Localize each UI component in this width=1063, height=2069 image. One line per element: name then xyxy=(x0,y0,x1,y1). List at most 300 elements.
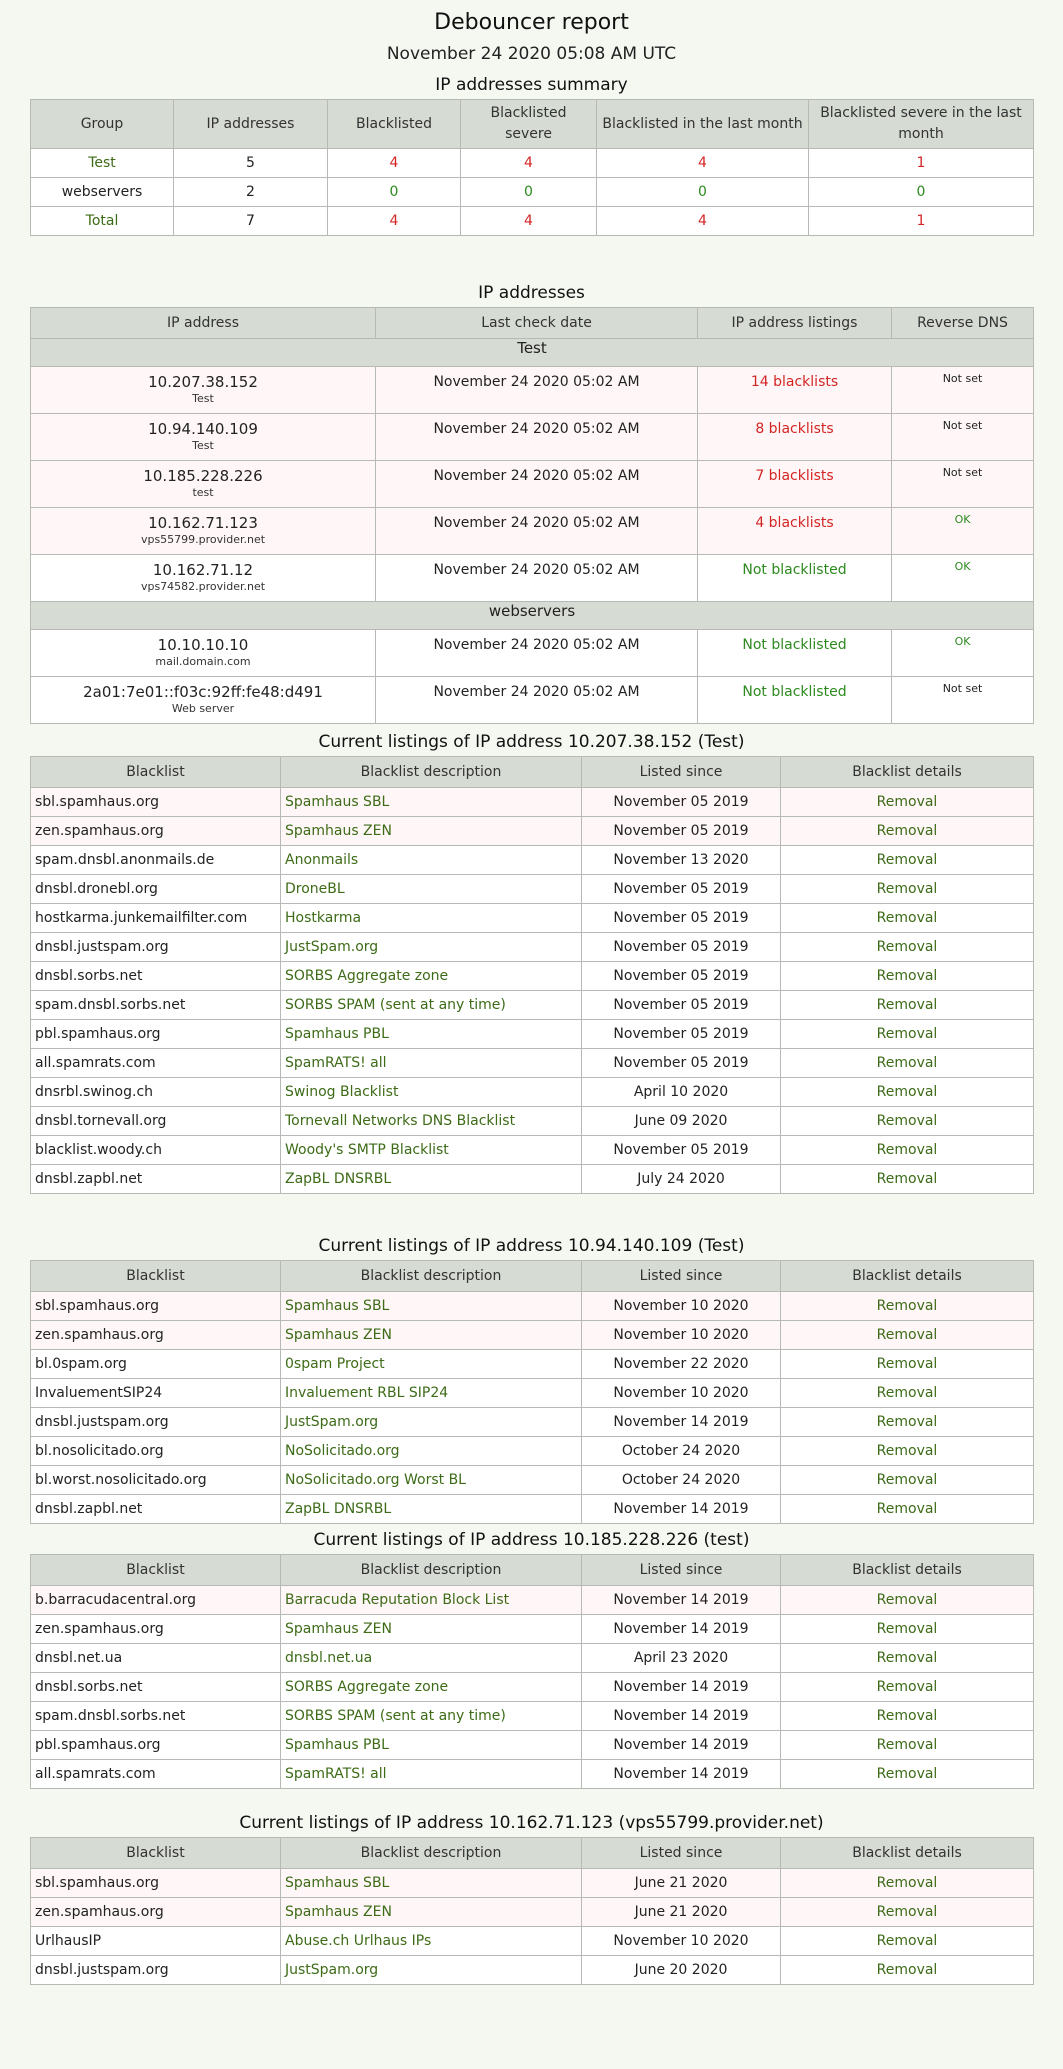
blacklist-description-link[interactable]: NoSolicitado.org xyxy=(281,1437,582,1466)
blacklist-description-link[interactable]: SORBS SPAM (sent at any time) xyxy=(281,991,582,1020)
summary-row xyxy=(31,149,1034,178)
summary-title: IP addresses summary xyxy=(435,75,628,95)
blacklist-description-link[interactable]: Spamhaus PBL xyxy=(281,1020,582,1049)
ip-row xyxy=(31,414,1034,461)
listings-cell[interactable] xyxy=(698,367,892,414)
blacklist-description-link[interactable]: Abuse.ch Urlhaus IPs xyxy=(281,1927,582,1956)
blacklist-description-link[interactable]: Hostkarma xyxy=(281,904,582,933)
listing-row xyxy=(31,1731,1034,1760)
blacklist-description-link[interactable]: JustSpam.org xyxy=(281,933,582,962)
check-date-cell xyxy=(376,630,698,677)
blacklist-name: bl.0spam.org xyxy=(31,1350,281,1379)
listings-status: Not blacklisted xyxy=(742,684,847,700)
blacklist-name: UrlhausIP xyxy=(31,1927,281,1956)
listed-since: November 05 2019 xyxy=(582,1136,781,1165)
removal-link[interactable]: Removal xyxy=(781,1437,1034,1466)
blacklist-description-link[interactable]: SpamRATS! all xyxy=(281,1049,582,1078)
last-check-date: November 24 2020 05:02 AM xyxy=(433,515,640,531)
listed-since: June 09 2020 xyxy=(582,1107,781,1136)
removal-link[interactable]: Removal xyxy=(781,1466,1034,1495)
ip-row xyxy=(31,367,1034,414)
listings-cell[interactable] xyxy=(698,461,892,508)
listed-since: October 24 2020 xyxy=(582,1437,781,1466)
listed-since: November 14 2019 xyxy=(582,1731,781,1760)
listings-header-blacklist: Blacklist xyxy=(31,757,281,788)
ip-description: mail.domain.com xyxy=(155,655,251,668)
removal-link[interactable]: Removal xyxy=(781,1321,1034,1350)
listed-since: November 10 2020 xyxy=(582,1379,781,1408)
listing-row xyxy=(31,1615,1034,1644)
listed-since: June 21 2020 xyxy=(582,1869,781,1898)
listing-row xyxy=(31,1165,1034,1194)
ips-header-rdns: Reverse DNS xyxy=(892,308,1034,339)
blacklist-name: dnsbl.justspam.org xyxy=(31,933,281,962)
removal-link[interactable]: Removal xyxy=(781,1927,1034,1956)
listings-header-details: Blacklist details xyxy=(781,1261,1034,1292)
blacklist-description-link[interactable]: Spamhaus SBL xyxy=(281,788,582,817)
listed-since: November 14 2019 xyxy=(582,1495,781,1524)
listing-row xyxy=(31,1292,1034,1321)
blacklist-name: zen.spamhaus.org xyxy=(31,1615,281,1644)
ip-description: vps74582.provider.net xyxy=(140,580,266,593)
rdns-cell xyxy=(892,367,1034,414)
summary-group-link[interactable]: webservers xyxy=(31,178,174,207)
removal-link[interactable]: Removal xyxy=(781,1020,1034,1049)
blacklist-description-link[interactable]: Spamhaus SBL xyxy=(281,1869,582,1898)
listing-row xyxy=(31,1760,1034,1789)
removal-link[interactable]: Removal xyxy=(781,1049,1034,1078)
summary-row-total xyxy=(31,207,1034,236)
removal-link[interactable]: Removal xyxy=(781,788,1034,817)
removal-link[interactable]: Removal xyxy=(781,1898,1034,1927)
ip-row xyxy=(31,677,1034,724)
listed-since: November 13 2020 xyxy=(582,846,781,875)
blacklist-name: zen.spamhaus.org xyxy=(31,817,281,846)
removal-link[interactable]: Removal xyxy=(781,1165,1034,1194)
summary-severe-month: 1 xyxy=(809,149,1034,178)
ip-address: 10.162.71.12 xyxy=(152,561,254,579)
blacklist-name: b.barracudacentral.org xyxy=(31,1586,281,1615)
blacklist-description-link[interactable]: Tornevall Networks DNS Blacklist xyxy=(281,1107,582,1136)
blacklist-description-link[interactable]: SORBS Aggregate zone xyxy=(281,1673,582,1702)
summary-month: 4 xyxy=(597,207,809,236)
listings-link[interactable]: 8 blacklists xyxy=(755,421,834,437)
listed-since: November 05 2019 xyxy=(582,875,781,904)
listings-table xyxy=(30,756,1034,1194)
ip-address: 10.94.140.109 xyxy=(148,420,258,438)
blacklist-description-link[interactable]: Spamhaus ZEN xyxy=(281,1321,582,1350)
blacklist-name: sbl.spamhaus.org xyxy=(31,1869,281,1898)
ip-row xyxy=(31,555,1034,602)
ip-row xyxy=(31,630,1034,677)
listings-status: Not blacklisted xyxy=(742,637,847,653)
check-date-cell xyxy=(376,508,698,555)
listings-header-listed-since: Listed since xyxy=(582,1838,781,1869)
report-title: Debouncer report xyxy=(434,10,629,35)
listing-row xyxy=(31,1049,1034,1078)
listings-title: Current listings of IP address 10.94.140.109 (Test) xyxy=(318,1236,745,1256)
listings-link[interactable]: 14 blacklists xyxy=(750,374,839,390)
last-check-date: November 24 2020 05:02 AM xyxy=(433,421,640,437)
removal-link[interactable]: Removal xyxy=(781,1615,1034,1644)
rdns-cell xyxy=(892,677,1034,724)
listings-cell xyxy=(698,677,892,724)
summary-header-severe-month: Blacklisted severe in the last month xyxy=(809,100,1034,149)
listing-row xyxy=(31,1956,1034,1985)
listed-since: November 05 2019 xyxy=(582,1049,781,1078)
ip-cell xyxy=(31,367,376,414)
removal-link[interactable]: Removal xyxy=(781,1586,1034,1615)
check-date-cell xyxy=(376,414,698,461)
removal-link[interactable]: Removal xyxy=(781,1760,1034,1789)
reverse-dns-status: OK xyxy=(954,635,971,648)
listing-row xyxy=(31,875,1034,904)
listed-since: April 23 2020 xyxy=(582,1644,781,1673)
listed-since: November 14 2019 xyxy=(582,1673,781,1702)
check-date-cell xyxy=(376,555,698,602)
listings-header-listed-since: Listed since xyxy=(582,1261,781,1292)
check-date-cell xyxy=(376,677,698,724)
listings-table xyxy=(30,1837,1034,1985)
listings-title: Current listings of IP address 10.162.71.123 (vps55799.provider.net) xyxy=(239,1813,824,1833)
blacklist-name: dnsrbl.swinog.ch xyxy=(31,1078,281,1107)
blacklist-name: dnsbl.dronebl.org xyxy=(31,875,281,904)
blacklist-name: all.spamrats.com xyxy=(31,1049,281,1078)
blacklist-name: dnsbl.zapbl.net xyxy=(31,1495,281,1524)
listing-row xyxy=(31,1673,1034,1702)
blacklist-description-link[interactable]: NoSolicitado.org Worst BL xyxy=(281,1466,582,1495)
listed-since: November 10 2020 xyxy=(582,1321,781,1350)
blacklist-description-link[interactable]: Anonmails xyxy=(281,846,582,875)
summary-header-blacklisted: Blacklisted xyxy=(328,100,461,149)
listings-header-listed-since: Listed since xyxy=(582,757,781,788)
reverse-dns-status: Not set xyxy=(942,419,983,432)
ips-header-listings: IP address listings xyxy=(698,308,892,339)
listing-row xyxy=(31,1898,1034,1927)
summary-ip-count: 2 xyxy=(174,178,328,207)
last-check-date: November 24 2020 05:02 AM xyxy=(433,637,640,653)
blacklist-name: pbl.spamhaus.org xyxy=(31,1020,281,1049)
group-row xyxy=(31,339,1034,367)
listing-row xyxy=(31,1466,1034,1495)
removal-link[interactable]: Removal xyxy=(781,1673,1034,1702)
ip-description: Web server xyxy=(171,702,235,715)
blacklist-name: pbl.spamhaus.org xyxy=(31,1731,281,1760)
blacklist-description-link[interactable]: Spamhaus ZEN xyxy=(281,817,582,846)
listing-row xyxy=(31,1379,1034,1408)
removal-link[interactable]: Removal xyxy=(781,1869,1034,1898)
listings-link[interactable]: 4 blacklists xyxy=(755,515,834,531)
listings-cell xyxy=(698,555,892,602)
summary-ip-count: 7 xyxy=(174,207,328,236)
blacklist-description-link[interactable]: ZapBL DNSRBL xyxy=(281,1165,582,1194)
ip-address: 10.162.71.123 xyxy=(148,514,258,532)
summary-severe-month: 1 xyxy=(809,207,1034,236)
blacklist-description-link[interactable]: dnsbl.net.ua xyxy=(281,1644,582,1673)
blacklist-description-link[interactable]: JustSpam.org xyxy=(281,1956,582,1985)
summary-blacklisted: 4 xyxy=(328,149,461,178)
summary-table xyxy=(30,99,1034,236)
last-check-date: November 24 2020 05:02 AM xyxy=(433,684,640,700)
ip-addresses-table xyxy=(30,307,1034,724)
blacklist-description-link[interactable]: JustSpam.org xyxy=(281,1408,582,1437)
removal-link[interactable]: Removal xyxy=(781,1350,1034,1379)
blacklist-name: bl.nosolicitado.org xyxy=(31,1437,281,1466)
listings-cell xyxy=(698,630,892,677)
ip-cell xyxy=(31,677,376,724)
blacklist-name: dnsbl.sorbs.net xyxy=(31,1673,281,1702)
blacklist-name: spam.dnsbl.sorbs.net xyxy=(31,991,281,1020)
ips-header-ip: IP address xyxy=(31,308,376,339)
listed-since: November 14 2019 xyxy=(582,1702,781,1731)
blacklist-description-link[interactable]: Invaluement RBL SIP24 xyxy=(281,1379,582,1408)
blacklist-description-link[interactable]: DroneBL xyxy=(281,875,582,904)
listings-header-description: Blacklist description xyxy=(281,1261,582,1292)
removal-link[interactable]: Removal xyxy=(781,1702,1034,1731)
listing-row xyxy=(31,1495,1034,1524)
summary-severe: 4 xyxy=(461,207,597,236)
blacklist-description-link[interactable]: SORBS SPAM (sent at any time) xyxy=(281,1702,582,1731)
removal-link[interactable]: Removal xyxy=(781,1408,1034,1437)
ip-row xyxy=(31,508,1034,555)
removal-link[interactable]: Removal xyxy=(781,1078,1034,1107)
blacklist-name: blacklist.woody.ch xyxy=(31,1136,281,1165)
blacklist-name: hostkarma.junkemailfilter.com xyxy=(31,904,281,933)
blacklist-description-link[interactable]: Spamhaus ZEN xyxy=(281,1615,582,1644)
listing-row xyxy=(31,1702,1034,1731)
blacklist-name: dnsbl.tornevall.org xyxy=(31,1107,281,1136)
summary-blacklisted: 0 xyxy=(328,178,461,207)
listings-header-blacklist: Blacklist xyxy=(31,1555,281,1586)
listings-title: Current listings of IP address 10.207.38.152 (Test) xyxy=(318,732,745,752)
listings-cell[interactable] xyxy=(698,414,892,461)
summary-header-group: Group xyxy=(31,100,174,149)
listed-since: November 05 2019 xyxy=(582,788,781,817)
removal-link[interactable]: Removal xyxy=(781,1136,1034,1165)
rdns-cell xyxy=(892,630,1034,677)
listed-since: April 10 2020 xyxy=(582,1078,781,1107)
blacklist-name: dnsbl.net.ua xyxy=(31,1644,281,1673)
removal-link[interactable]: Removal xyxy=(781,1731,1034,1760)
summary-severe: 0 xyxy=(461,178,597,207)
listed-since: November 22 2020 xyxy=(582,1350,781,1379)
listing-row xyxy=(31,1586,1034,1615)
listed-since: November 14 2019 xyxy=(582,1615,781,1644)
listings-header-details: Blacklist details xyxy=(781,757,1034,788)
check-date-cell xyxy=(376,461,698,508)
listed-since: June 20 2020 xyxy=(582,1956,781,1985)
listing-row xyxy=(31,904,1034,933)
ips-header-date: Last check date xyxy=(376,308,698,339)
summary-header-month: Blacklisted in the last month xyxy=(597,100,809,149)
ip-cell xyxy=(31,508,376,555)
listings-header-description: Blacklist description xyxy=(281,1838,582,1869)
blacklist-name: spam.dnsbl.sorbs.net xyxy=(31,1702,281,1731)
summary-group-link[interactable]: Test xyxy=(31,149,174,178)
listing-row xyxy=(31,962,1034,991)
group-name: webservers xyxy=(31,602,1034,630)
listings-header-blacklist: Blacklist xyxy=(31,1261,281,1292)
listed-since: November 05 2019 xyxy=(582,991,781,1020)
listings-table xyxy=(30,1260,1034,1524)
listed-since: November 05 2019 xyxy=(582,1020,781,1049)
listed-since: November 14 2019 xyxy=(582,1760,781,1789)
blacklist-name: zen.spamhaus.org xyxy=(31,1321,281,1350)
listed-since: October 24 2020 xyxy=(582,1466,781,1495)
summary-month: 0 xyxy=(597,178,809,207)
listing-row xyxy=(31,1644,1034,1673)
blacklist-description-link[interactable]: 0spam Project xyxy=(281,1350,582,1379)
summary-group-link[interactable]: Total xyxy=(31,207,174,236)
blacklist-description-link[interactable]: Spamhaus ZEN xyxy=(281,1898,582,1927)
listing-row xyxy=(31,1321,1034,1350)
removal-link[interactable]: Removal xyxy=(781,1495,1034,1524)
listing-row xyxy=(31,1350,1034,1379)
reverse-dns-status: Not set xyxy=(942,682,983,695)
blacklist-name: dnsbl.sorbs.net xyxy=(31,962,281,991)
blacklist-name: sbl.spamhaus.org xyxy=(31,1292,281,1321)
ip-description: test xyxy=(192,486,214,499)
listings-cell[interactable] xyxy=(698,508,892,555)
listings-status: Not blacklisted xyxy=(742,562,847,578)
last-check-date: November 24 2020 05:02 AM xyxy=(433,562,640,578)
rdns-cell xyxy=(892,461,1034,508)
listing-row xyxy=(31,1927,1034,1956)
report xyxy=(30,0,1033,1985)
ip-address: 10.10.10.10 xyxy=(157,636,249,654)
rdns-cell xyxy=(892,555,1034,602)
listing-row xyxy=(31,1107,1034,1136)
blacklist-description-link[interactable]: SpamRATS! all xyxy=(281,1760,582,1789)
listings-header-description: Blacklist description xyxy=(281,1555,582,1586)
blacklist-description-link[interactable]: ZapBL DNSRBL xyxy=(281,1495,582,1524)
listed-since: November 10 2020 xyxy=(582,1292,781,1321)
listing-row xyxy=(31,1408,1034,1437)
group-name: Test xyxy=(31,339,1034,367)
listing-row xyxy=(31,991,1034,1020)
summary-header-severe: Blacklisted severe xyxy=(461,100,597,149)
ip-cell xyxy=(31,461,376,508)
ip-cell xyxy=(31,414,376,461)
blacklist-name: sbl.spamhaus.org xyxy=(31,788,281,817)
ip-address: 2a01:7e01::f03c:92ff:fe48:d491 xyxy=(83,683,323,701)
listing-row xyxy=(31,846,1034,875)
listed-since: November 05 2019 xyxy=(582,933,781,962)
removal-link[interactable]: Removal xyxy=(781,991,1034,1020)
ip-address: 10.207.38.152 xyxy=(148,373,258,391)
ip-description: Test xyxy=(192,392,214,405)
report-date: November 24 2020 05:08 AM UTC xyxy=(386,44,677,64)
listed-since: July 24 2020 xyxy=(582,1165,781,1194)
summary-ip-count: 5 xyxy=(174,149,328,178)
removal-link[interactable]: Removal xyxy=(781,846,1034,875)
blacklist-name: dnsbl.zapbl.net xyxy=(31,1165,281,1194)
reverse-dns-status: OK xyxy=(954,560,971,573)
listed-since: November 14 2019 xyxy=(582,1586,781,1615)
ip-addresses-title: IP addresses xyxy=(478,283,585,303)
summary-header-ips: IP addresses xyxy=(174,100,328,149)
check-date-cell xyxy=(376,367,698,414)
blacklist-name: spam.dnsbl.anonmails.de xyxy=(31,846,281,875)
listings-header-details: Blacklist details xyxy=(781,1555,1034,1586)
blacklist-name: dnsbl.justspam.org xyxy=(31,1408,281,1437)
blacklist-name: dnsbl.justspam.org xyxy=(31,1956,281,1985)
removal-link[interactable]: Removal xyxy=(781,1956,1034,1985)
ip-description: vps55799.provider.net xyxy=(140,533,266,546)
removal-link[interactable]: Removal xyxy=(781,1379,1034,1408)
reverse-dns-status: OK xyxy=(954,513,971,526)
listing-row xyxy=(31,817,1034,846)
group-row xyxy=(31,602,1034,630)
listing-row xyxy=(31,1078,1034,1107)
listing-row xyxy=(31,1869,1034,1898)
ip-address: 10.185.228.226 xyxy=(143,467,263,485)
listings-title: Current listings of IP address 10.185.228.226 (test) xyxy=(313,1530,750,1550)
blacklist-description-link[interactable]: SORBS Aggregate zone xyxy=(281,962,582,991)
summary-severe-month: 0 xyxy=(809,178,1034,207)
blacklist-description-link[interactable]: Spamhaus SBL xyxy=(281,1292,582,1321)
blacklist-description-link[interactable]: Woody's SMTP Blacklist xyxy=(281,1136,582,1165)
removal-link[interactable]: Removal xyxy=(781,1107,1034,1136)
listings-header-blacklist: Blacklist xyxy=(31,1838,281,1869)
summary-month: 4 xyxy=(597,149,809,178)
listings-header-description: Blacklist description xyxy=(281,757,582,788)
last-check-date: November 24 2020 05:02 AM xyxy=(433,374,640,390)
removal-link[interactable]: Removal xyxy=(781,875,1034,904)
removal-link[interactable]: Removal xyxy=(781,817,1034,846)
rdns-cell xyxy=(892,508,1034,555)
ip-row xyxy=(31,461,1034,508)
listings-header-details: Blacklist details xyxy=(781,1838,1034,1869)
listed-since: November 14 2019 xyxy=(582,1408,781,1437)
summary-blacklisted: 4 xyxy=(328,207,461,236)
listings-table xyxy=(30,1554,1034,1789)
listed-since: November 05 2019 xyxy=(582,904,781,933)
ip-description: Test xyxy=(192,439,214,452)
blacklist-description-link[interactable]: Spamhaus PBL xyxy=(281,1731,582,1760)
removal-link[interactable]: Removal xyxy=(781,933,1034,962)
blacklist-name: InvaluementSIP24 xyxy=(31,1379,281,1408)
listed-since: November 05 2019 xyxy=(582,962,781,991)
rdns-cell xyxy=(892,414,1034,461)
listing-row xyxy=(31,788,1034,817)
reverse-dns-status: Not set xyxy=(942,372,983,385)
listing-row xyxy=(31,1020,1034,1049)
removal-link[interactable]: Removal xyxy=(781,962,1034,991)
listing-row xyxy=(31,933,1034,962)
removal-link[interactable]: Removal xyxy=(781,1292,1034,1321)
blacklist-name: bl.worst.nosolicitado.org xyxy=(31,1466,281,1495)
listed-since: November 10 2020 xyxy=(582,1927,781,1956)
listings-header-listed-since: Listed since xyxy=(582,1555,781,1586)
blacklist-name: zen.spamhaus.org xyxy=(31,1898,281,1927)
blacklist-description-link[interactable]: Swinog Blacklist xyxy=(281,1078,582,1107)
blacklist-name: all.spamrats.com xyxy=(31,1760,281,1789)
listing-row xyxy=(31,1437,1034,1466)
listings-link[interactable]: 7 blacklists xyxy=(755,468,834,484)
listed-since: June 21 2020 xyxy=(582,1898,781,1927)
last-check-date: November 24 2020 05:02 AM xyxy=(433,468,640,484)
ip-cell xyxy=(31,555,376,602)
removal-link[interactable]: Removal xyxy=(781,904,1034,933)
listed-since: November 05 2019 xyxy=(582,817,781,846)
removal-link[interactable]: Removal xyxy=(781,1644,1034,1673)
reverse-dns-status: Not set xyxy=(942,466,983,479)
summary-row xyxy=(31,178,1034,207)
summary-severe: 4 xyxy=(461,149,597,178)
listing-row xyxy=(31,1136,1034,1165)
blacklist-description-link[interactable]: Barracuda Reputation Block List xyxy=(281,1586,582,1615)
